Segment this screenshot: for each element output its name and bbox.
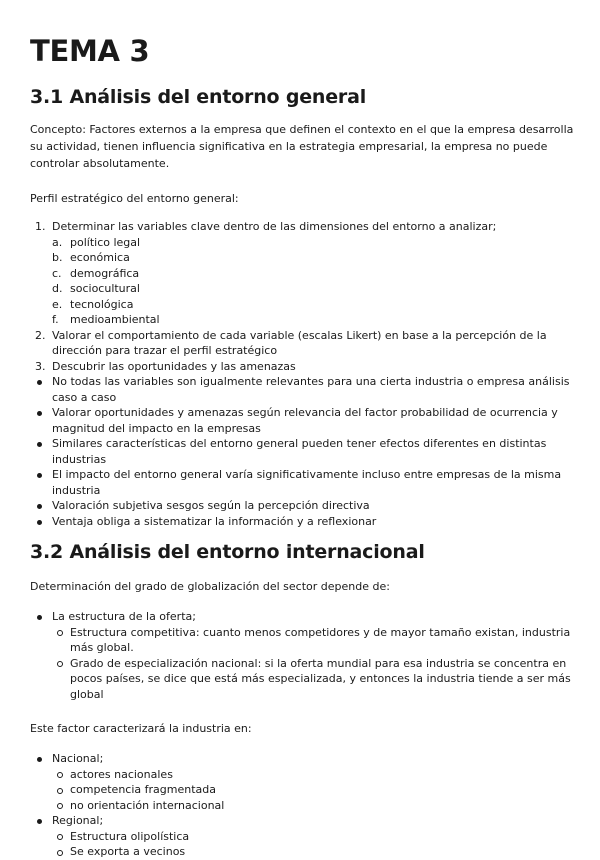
list-item-text: Determinar las variables clave dentro de las dimensiones del entorno a analizar; [52,220,497,233]
list-letter: d. [52,282,63,295]
list-item [30,656,574,703]
list-item [30,498,574,514]
perfil-paragraph: Perfil estratégico del entorno general: [30,192,239,205]
dimensions-list [30,235,574,328]
list-item-text: Valoración subjetiva sesgos según la percepción directiva [52,499,370,512]
list-item-text: medioambiental [70,313,160,326]
list-item [30,798,574,814]
industria-list [30,751,574,860]
bullet-icon [37,411,42,416]
list-item [30,767,574,783]
circle-bullet-icon [57,772,63,778]
page-title: TEMA 3 [30,34,150,68]
list-item [30,312,574,328]
list-letter: e. [52,297,63,311]
oferta-sublist [30,625,574,703]
list-item [30,609,574,702]
steps-list [30,219,574,374]
list-item-text: Valorar oportunidades y amenazas según relevancia del factor probabilidad de ocurrencia y magnitud del impacto en la empresas [52,406,558,435]
bullet-icon [37,757,42,762]
list-item [30,829,574,845]
list-item-text: Grado de especialización nacional: si la oferta mundial para esa industria se concentra en pocos países, se dice que está más especializada, y entonces la industria tiende a ser más global [70,656,571,701]
circle-bullet-icon [57,803,63,809]
list-item-text: Valorar el comportamiento de cada variable (escalas Likert) en base a la percepción de la dirección para trazar el perfil estratégico [52,328,547,357]
list-item-text: político legal [70,235,141,249]
circle-bullet-icon [57,834,63,840]
bullet-icon [37,442,42,447]
list-letter: a. [52,235,63,249]
bullet-icon [37,615,42,620]
list-item [30,359,574,375]
circle-bullet-icon [57,630,63,636]
circle-bullet-icon [57,850,63,856]
list-letter: c. [52,266,62,280]
list-item-text: El impacto del entorno general varía significativamente incluso entre empresas de la misma industria [52,468,562,497]
list-item-text: Estructura competitiva: cuanto menos competidores y de mayor tamaño existan, industria más global. [70,625,571,654]
list-item [30,219,574,328]
regional-sublist [30,829,574,860]
bullet-icon [37,473,42,478]
list-item-text: La estructura de la oferta; [52,610,196,623]
list-item [30,782,574,798]
list-item [30,328,574,359]
list-item [30,813,574,860]
list-item [30,751,574,813]
list-item-text: actores nacionales [70,767,173,781]
list-number: 1. [35,220,46,233]
concept-paragraph: Concepto: Factores externos a la empresa que definen el contexto en el que la empresa desarrolla su actividad, tienen influencia significativa en la estrategia empresarial, la empresa no puede controlar absolutamente. [30,123,574,170]
factor-paragraph: Este factor caracterizará la industria en: [30,722,252,735]
list-item-text: Regional; [52,814,104,827]
list-item [30,467,574,498]
list-item-text: competencia fragmentada [70,783,216,796]
list-letter: f. [52,313,59,326]
list-item [30,405,574,436]
list-item [30,625,574,656]
list-letter: b. [52,251,63,264]
list-item-text: Estructura olipolística [70,829,190,843]
circle-bullet-icon [57,788,63,794]
observations-list [30,374,574,529]
nacional-sublist [30,767,574,814]
list-item-text: no orientación internacional [70,798,225,812]
bullet-icon [37,380,42,385]
list-item [30,297,574,313]
list-item-text: tecnológica [70,297,134,311]
list-item-text: Ventaja obliga a sistematizar la información y a reflexionar [52,514,377,528]
globalizacion-intro: Determinación del grado de globalización del sector depende de: [30,580,390,593]
bullet-icon [37,504,42,509]
list-item-text: Similares características del entorno general pueden tener efectos diferentes en distintas industrias [52,437,547,466]
section-heading-entorno-internacional: 3.2 Análisis del entorno internacional [30,541,425,563]
list-item [30,514,574,530]
circle-bullet-icon [57,661,63,667]
list-item [30,844,574,860]
list-item-text: demográfica [70,266,140,280]
list-number: 2. [35,328,46,342]
list-item-text: No todas las variables son igualmente relevantes para una cierta industria o empresa análisis caso a caso [52,375,570,404]
list-item [30,436,574,467]
list-item [30,266,574,282]
list-item [30,281,574,297]
list-number: 3. [35,359,46,373]
list-item-text: económica [70,251,130,264]
list-item-text: Nacional; [52,752,104,765]
list-item [30,374,574,405]
list-item [30,250,574,266]
oferta-list [30,609,574,702]
bullet-icon [37,520,42,525]
list-item [30,235,574,251]
bullet-icon [37,819,42,824]
list-item-text: Descubrir las oportunidades y las amenazas [52,359,296,373]
section-heading-entorno-general: 3.1 Análisis del entorno general [30,86,367,108]
list-item-text: Se exporta a vecinos [70,845,186,858]
list-item-text: sociocultural [70,282,140,295]
